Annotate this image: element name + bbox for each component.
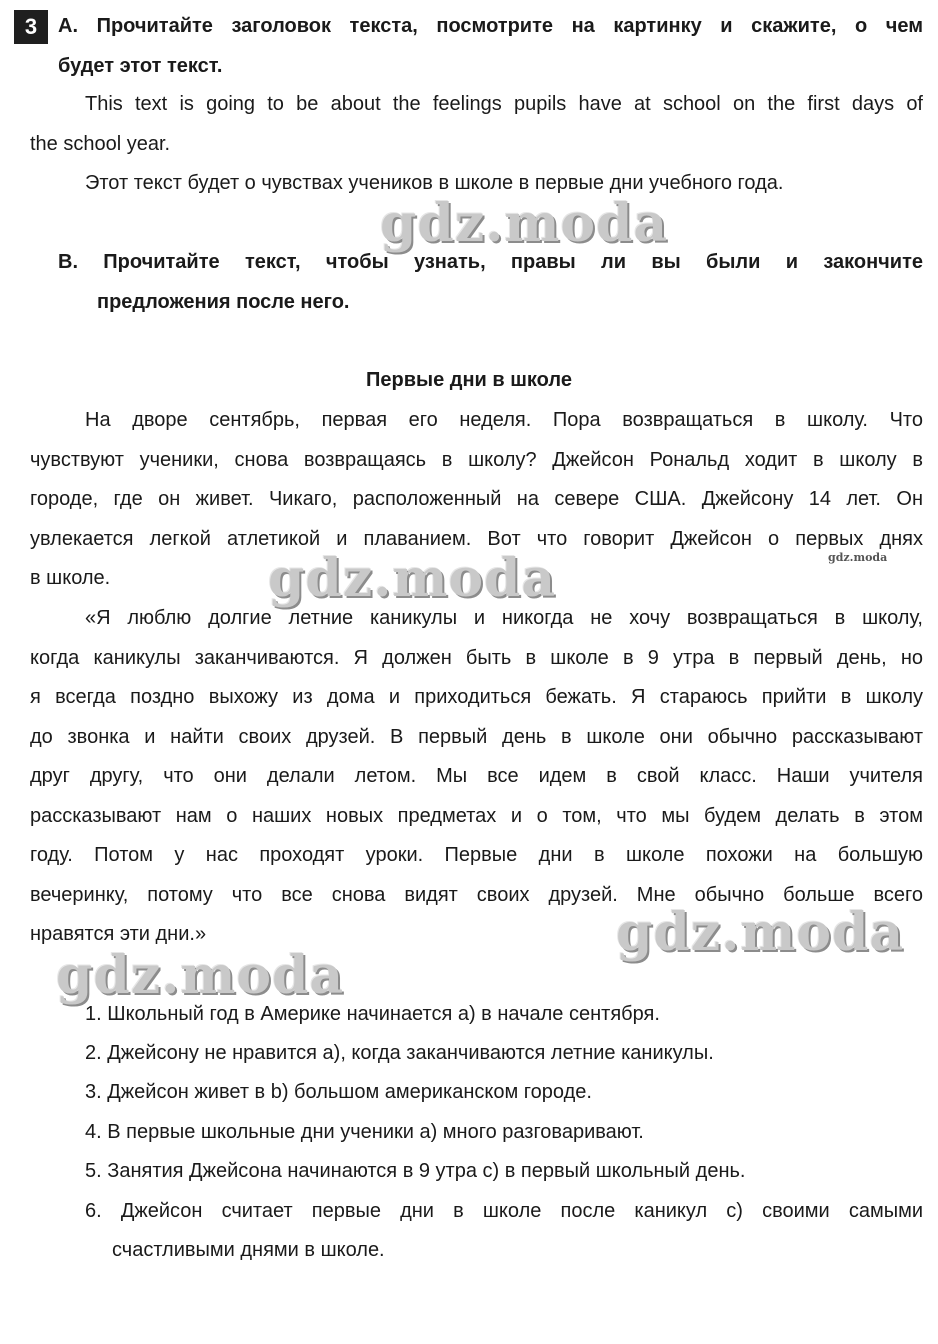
- watermark: gdz.moda: [616, 902, 905, 963]
- article-line: когда каникулы заканчиваются. Я должен быть в школе в 9 утра в первый день, но: [30, 647, 923, 669]
- article-line: до звонка и найти своих друзей. В первый день в школе они обычно рассказывают: [30, 726, 923, 748]
- article-line: нравятся эти дни.»: [30, 923, 207, 945]
- answer-item: 6. Джейсон считает первые дни в школе после каникул c) своими самыми: [85, 1200, 923, 1222]
- task-b-heading-line2: предложения после него.: [97, 291, 350, 313]
- article-line: году. Потом у нас проходят уроки. Первые дни в школе похожи на большую: [30, 844, 923, 866]
- task-a-heading-line1: A. Прочитайте заголовок текста, посмотрите на картинку и скажите, о чем: [58, 15, 923, 37]
- article-line: в школе.: [30, 567, 111, 589]
- task-a-english-line1: This text is going to be about the feelings pupils have at school on the first days of: [85, 93, 923, 115]
- article-line: вечеринку, потому что все снова видят своих друзей. Мне обычно больше всего: [30, 884, 923, 906]
- task-a-heading-line2: будет этот текст.: [58, 55, 223, 77]
- task-a-english-line2: the school year.: [30, 133, 171, 155]
- answer-item: 1. Школьный год в Америке начинается a) в начале сентября.: [85, 1003, 660, 1025]
- article-line: увлекается легкой атлетикой и плаванием. Вот что говорит Джейсон о первых днях: [30, 528, 923, 550]
- answer-item-continuation: счастливыми днями в школе.: [112, 1239, 385, 1261]
- article-line: чувствуют ученики, снова возвращаясь в школу? Джейсон Рональд ходит в школу в: [30, 449, 923, 471]
- article-line: «Я люблю долгие летние каникулы и никогда не хочу возвращаться в школу,: [85, 607, 923, 629]
- exercise-number-badge: 3: [14, 10, 48, 44]
- article-line: городе, где он живет. Чикаго, расположенный на севере США. Джейсону 14 лет. Он: [30, 488, 923, 510]
- answer-item: 2. Джейсону не нравится a), когда заканчиваются летние каникулы.: [85, 1042, 714, 1064]
- watermark: gdz.moda: [268, 548, 557, 609]
- article-line: я всегда поздно выхожу из дома и приходиться бежать. Я стараюсь прийти в школу: [30, 686, 923, 708]
- task-b-heading-line1: B. Прочитайте текст, чтобы узнать, правы ли вы были и закончите: [58, 251, 923, 273]
- article-line: друг другу, что они делали летом. Мы все идем в свой класс. Наши учителя: [30, 765, 923, 787]
- task-a-russian-answer: Этот текст будет о чувствах учеников в школе в первые дни учебного года.: [85, 172, 784, 194]
- watermark: gdz.moda: [56, 945, 345, 1006]
- watermark-small: gdz.moda: [828, 551, 888, 564]
- article-line: На дворе сентябрь, первая его неделя. Пора возвращаться в школу. Что: [85, 409, 923, 431]
- article-line: рассказывают нам о наших новых предметах и о том, что мы будем делать в этом: [30, 805, 923, 827]
- answer-item: 4. В первые школьные дни ученики a) много разговаривают.: [85, 1121, 644, 1143]
- answer-item: 3. Джейсон живет в b) большом американском городе.: [85, 1081, 592, 1103]
- article-title: Первые дни в школе: [366, 369, 572, 391]
- watermark: gdz.moda: [380, 193, 669, 254]
- answer-item: 5. Занятия Джейсона начинаются в 9 утра c) в первый школьный день.: [85, 1160, 746, 1182]
